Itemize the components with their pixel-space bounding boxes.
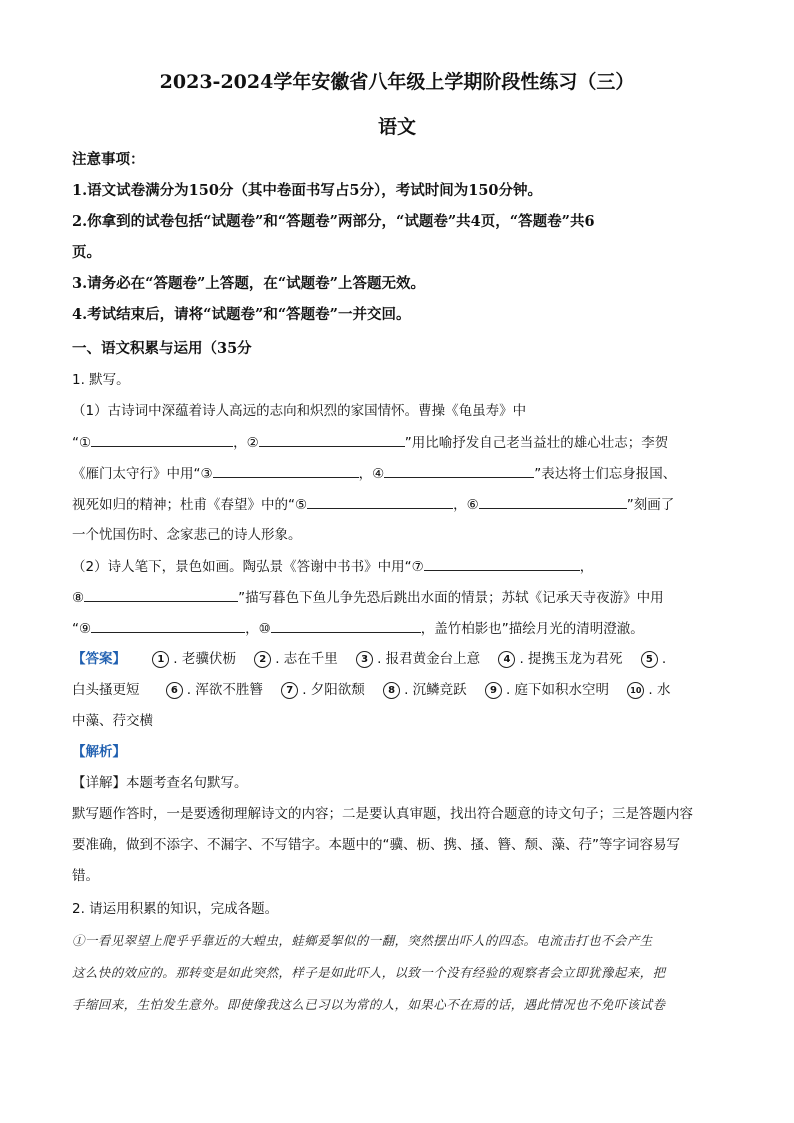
note-item: 3.请务必在“答题卷”上答题，在“试题卷”上答题无效。 bbox=[72, 275, 425, 292]
q1-line: ⑧ ”描写暮色下鱼儿争先恐后跳出水面的情景；苏轼《记承天寺夜游》中用 bbox=[72, 587, 664, 608]
answer-item: 5 . bbox=[641, 649, 666, 669]
analysis-label: 【解析】 bbox=[72, 744, 126, 760]
answer-item: 1 . 老骥伏枥 bbox=[152, 649, 236, 669]
blank-3[interactable] bbox=[213, 463, 359, 478]
analysis-body: 默写题作答时，一是要透彻理解诗文的内容；二是要认真审题，找出符合题意的诗文句子；三是答题内容 bbox=[72, 806, 693, 822]
blank-7[interactable] bbox=[424, 556, 580, 571]
handwritten-passage-line: 这么快的效应的。那转变是如此突然，样子是如此吓人，以致一个没有经验的观察者会立即犹豫起来，把 bbox=[72, 965, 666, 980]
answer-item: 9 . 庭下如积水空明 bbox=[485, 680, 609, 700]
q1-line: 《雁门太守行》中用“③ ，④ ”表达将士们忘身报国、 bbox=[72, 463, 676, 484]
section-title: 一、语文积累与运用（35分 bbox=[72, 340, 252, 357]
answer-item: 7 . 夕阳欲颓 bbox=[281, 680, 365, 700]
blank-6[interactable] bbox=[479, 494, 627, 509]
analysis-body: 错。 bbox=[72, 868, 99, 884]
blank-4[interactable] bbox=[384, 463, 534, 478]
q1-line: “⑨ ，⑩ ，盖竹柏影也”描绘月光的清明澄澈。 bbox=[72, 618, 644, 639]
answer-item: 2 . 志在千里 bbox=[254, 649, 338, 669]
blank-2[interactable] bbox=[259, 432, 405, 447]
q1-part2-intro: （2）诗人笔下，景色如画。陶弘景《答谢中书书》中用“⑦ ， bbox=[72, 556, 593, 577]
answer-item: 10 . 水 bbox=[627, 680, 670, 700]
note-item: 2.你拿到的试卷包括“试题卷”和“答题卷”两部分，“试题卷”共4页，“答题卷”共6 bbox=[72, 213, 595, 230]
q1-line: “① ，② ”用比喻抒发自己老当益壮的雄心壮志；李贺 bbox=[72, 432, 668, 453]
q1-line: 视死如归的精神；杜甫《春望》中的“⑤ ，⑥ ”刻画了 bbox=[72, 494, 674, 515]
answer-item: 8 . 沉鳞竞跃 bbox=[383, 680, 467, 700]
q1-line: 一个忧国伤时、念家悲己的诗人形象。 bbox=[72, 527, 302, 543]
analysis-detail: 【详解】本题考查名句默写。 bbox=[72, 775, 248, 791]
answer-line-2 bbox=[72, 680, 670, 700]
answer-item: 4 . 提携玉龙为君死 bbox=[498, 649, 622, 669]
handwritten-passage-line: 手缩回来，生怕发生意外。即使像我这么已习以为常的人，如果心不在焉的话，遇此情况也不免吓该试卷 bbox=[72, 997, 666, 1012]
blank-5[interactable] bbox=[307, 494, 453, 509]
answer-line-1 bbox=[72, 649, 666, 669]
answer-item: 白头搔更短 bbox=[72, 682, 140, 698]
note-item: 页。 bbox=[72, 244, 101, 261]
subject-title: 语文 bbox=[377, 116, 416, 138]
note-item: 1.语文试卷满分为150分（其中卷面书写占5分），考试时间为150分钟。 bbox=[72, 182, 543, 199]
notes-heading: 注意事项： bbox=[72, 151, 145, 168]
question-1-label: 1. 默写。 bbox=[72, 372, 130, 388]
answer-label: 【答案】 bbox=[72, 651, 126, 667]
blank-8[interactable] bbox=[84, 587, 238, 602]
exam-title: 2023-2024学年安徽省八年级上学期阶段性练习（三） bbox=[159, 71, 635, 93]
blank-1[interactable] bbox=[91, 432, 233, 447]
answer-line-3: 中藻、荇交横 bbox=[72, 713, 153, 729]
question-2-label: 2. 请运用积累的知识，完成各题。 bbox=[72, 901, 279, 917]
analysis-body: 要准确，做到不添字、不漏字、不写错字。本题中的“骥、枥、携、搔、簪、颓、藻、荇”等字词容易写 bbox=[72, 837, 680, 853]
blank-9[interactable] bbox=[91, 618, 245, 633]
q1-part1-intro: （1）古诗词中深蕴着诗人高远的志向和炽烈的家国情怀。曹操《龟虽寿》中 bbox=[72, 403, 527, 419]
note-item: 4.考试结束后，请将“试题卷”和“答题卷”一并交回。 bbox=[72, 306, 411, 323]
answer-item: 6 . 浑欲不胜簪 bbox=[166, 680, 263, 700]
blank-10[interactable] bbox=[271, 618, 421, 633]
answer-item: 3 . 报君黄金台上意 bbox=[356, 649, 480, 669]
handwritten-passage-line: ①一看见翠望上爬乎乎靠近的大蝗虫，蛙鄉爰挐似的一翻，突然摆出吓人的四态。电流击打也不会产生 bbox=[72, 933, 653, 948]
